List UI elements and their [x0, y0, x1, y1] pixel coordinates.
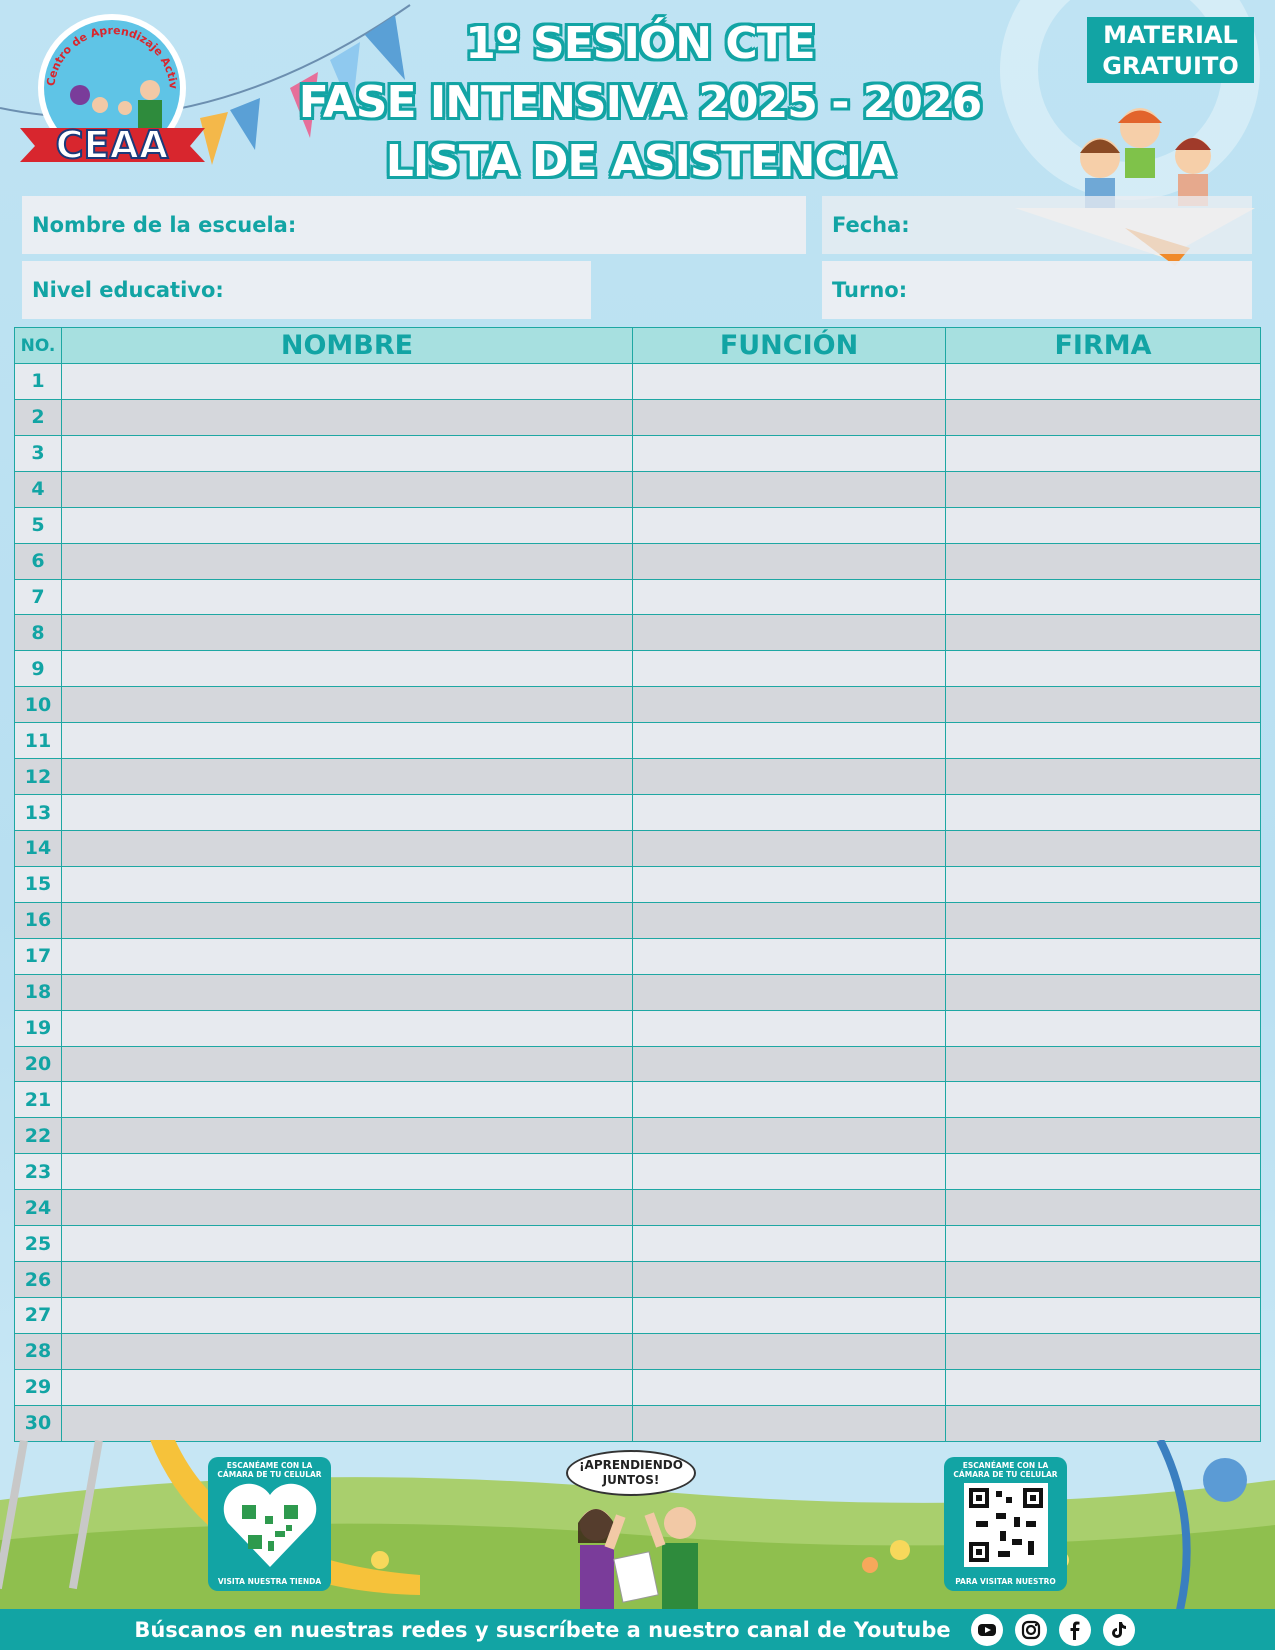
signature-cell[interactable] [946, 364, 1261, 400]
role-cell[interactable] [633, 651, 946, 687]
role-cell[interactable] [633, 723, 946, 759]
row-number: 3 [15, 435, 62, 471]
store-qr-top-text: ESCANÉAME CON LA CÁMARA DE TU CELULAR [217, 1461, 322, 1479]
row-number: 20 [15, 1046, 62, 1082]
signature-cell[interactable] [946, 435, 1261, 471]
table-row [15, 938, 1261, 974]
role-cell[interactable] [633, 435, 946, 471]
table-header-row [15, 328, 1261, 364]
table-row [15, 435, 1261, 471]
role-cell[interactable] [633, 399, 946, 435]
row-number: 22 [15, 1118, 62, 1154]
table-row [15, 723, 1261, 759]
school-name-field[interactable] [22, 196, 806, 254]
name-cell[interactable] [62, 938, 633, 974]
row-number: 12 [15, 759, 62, 795]
role-cell[interactable] [633, 866, 946, 902]
table-row [15, 1369, 1261, 1405]
logo-text: CEAA [55, 123, 169, 167]
signature-cell[interactable] [946, 1190, 1261, 1226]
row-number: 4 [15, 471, 62, 507]
name-cell[interactable] [62, 1297, 633, 1333]
youtube-qr-top-text: ESCANÉAME CON LA CÁMARA DE TU CELULAR [953, 1461, 1058, 1479]
name-cell[interactable] [62, 543, 633, 579]
education-level-label: Nivel educativo: [32, 278, 224, 302]
row-number: 14 [15, 830, 62, 866]
row-number: 26 [15, 1262, 62, 1298]
signature-cell[interactable] [946, 830, 1261, 866]
education-level-field[interactable] [22, 261, 591, 319]
role-cell[interactable] [633, 1190, 946, 1226]
attendance-table [14, 327, 1261, 1442]
row-number: 30 [15, 1405, 62, 1441]
title-line-2: FASE INTENSIVA 2025 - 2026 [298, 77, 982, 128]
role-cell[interactable] [633, 615, 946, 651]
footer-bar [0, 1609, 1275, 1650]
table-row [15, 1190, 1261, 1226]
role-cell[interactable] [633, 1046, 946, 1082]
signature-cell[interactable] [946, 471, 1261, 507]
store-qr-card[interactable] [208, 1457, 331, 1591]
date-label: Fecha: [832, 213, 910, 237]
role-cell[interactable] [633, 1082, 946, 1118]
table-row [15, 615, 1261, 651]
signature-cell[interactable] [946, 1082, 1261, 1118]
badge-line-1: MATERIAL [1103, 21, 1238, 49]
signature-cell[interactable] [946, 1154, 1261, 1190]
table-row [15, 1154, 1261, 1190]
name-cell[interactable] [62, 1046, 633, 1082]
role-cell[interactable] [633, 507, 946, 543]
signature-cell[interactable] [946, 651, 1261, 687]
row-number: 13 [15, 795, 62, 831]
row-number: 24 [15, 1190, 62, 1226]
heart-qr-icon [220, 1481, 320, 1569]
table-row [15, 1118, 1261, 1154]
row-number: 17 [15, 938, 62, 974]
name-cell[interactable] [62, 507, 633, 543]
name-cell[interactable] [62, 974, 633, 1010]
table-row [15, 1405, 1261, 1441]
table-row [15, 1226, 1261, 1262]
table-row [15, 830, 1261, 866]
signature-cell[interactable] [946, 974, 1261, 1010]
table-row [15, 507, 1261, 543]
table-row [15, 471, 1261, 507]
row-number: 18 [15, 974, 62, 1010]
instagram-icon[interactable] [1015, 1614, 1047, 1646]
role-cell[interactable] [633, 1297, 946, 1333]
table-row [15, 1297, 1261, 1333]
name-cell[interactable] [62, 830, 633, 866]
date-field[interactable] [822, 196, 1252, 254]
signature-cell[interactable] [946, 759, 1261, 795]
table-row [15, 795, 1261, 831]
signature-cell[interactable] [946, 399, 1261, 435]
name-cell[interactable] [62, 435, 633, 471]
signature-cell[interactable] [946, 687, 1261, 723]
row-number: 23 [15, 1154, 62, 1190]
ceaa-logo [20, 10, 205, 175]
table-row [15, 974, 1261, 1010]
role-cell[interactable] [633, 830, 946, 866]
signature-cell[interactable] [946, 866, 1261, 902]
table-row [15, 902, 1261, 938]
role-cell[interactable] [633, 687, 946, 723]
signature-cell[interactable] [946, 1369, 1261, 1405]
school-name-label: Nombre de la escuela: [32, 213, 297, 237]
header-number: NO. [15, 328, 62, 364]
table-row [15, 1082, 1261, 1118]
role-cell[interactable] [633, 1262, 946, 1298]
tiktok-icon[interactable] [1103, 1614, 1135, 1646]
speech-bubble: ¡APRENDIENDO JUNTOS! [566, 1450, 696, 1496]
role-cell[interactable] [633, 471, 946, 507]
name-cell[interactable] [62, 1082, 633, 1118]
title-line-1: 1º SESIÓN CTE [465, 18, 815, 69]
signature-cell[interactable] [946, 1226, 1261, 1262]
table-row [15, 364, 1261, 400]
name-cell[interactable] [62, 1333, 633, 1369]
name-cell[interactable] [62, 1118, 633, 1154]
header-name: NOMBRE [62, 328, 633, 364]
shift-label: Turno: [832, 278, 908, 302]
role-cell[interactable] [633, 1226, 946, 1262]
table-row [15, 399, 1261, 435]
name-cell[interactable] [62, 579, 633, 615]
row-number: 11 [15, 723, 62, 759]
signature-cell[interactable] [946, 1010, 1261, 1046]
footer-text: Búscanos en nuestras redes y suscríbete a nuestro canal de Youtube [134, 1617, 951, 1642]
logo-arc-text: Centro de Aprendizaje Activ [44, 23, 180, 90]
table-row [15, 543, 1261, 579]
signature-cell[interactable] [946, 723, 1261, 759]
youtube-icon[interactable] [971, 1614, 1003, 1646]
role-cell[interactable] [633, 579, 946, 615]
table-row [15, 759, 1261, 795]
signature-cell[interactable] [946, 1297, 1261, 1333]
table-row [15, 1262, 1261, 1298]
row-number: 21 [15, 1082, 62, 1118]
page-title [250, 14, 1030, 191]
name-cell[interactable] [62, 1262, 633, 1298]
name-cell[interactable] [62, 471, 633, 507]
signature-cell[interactable] [946, 615, 1261, 651]
role-cell[interactable] [633, 938, 946, 974]
signature-cell[interactable] [946, 1405, 1261, 1441]
name-cell[interactable] [62, 615, 633, 651]
name-cell[interactable] [62, 1154, 633, 1190]
qr-code-icon [956, 1481, 1056, 1569]
role-cell[interactable] [633, 543, 946, 579]
role-cell[interactable] [633, 795, 946, 831]
signature-cell[interactable] [946, 938, 1261, 974]
table-row [15, 1046, 1261, 1082]
youtube-qr-card[interactable] [944, 1457, 1067, 1591]
row-number: 19 [15, 1010, 62, 1046]
name-cell[interactable] [62, 866, 633, 902]
signature-cell[interactable] [946, 543, 1261, 579]
name-cell[interactable] [62, 723, 633, 759]
row-number: 8 [15, 615, 62, 651]
signature-cell[interactable] [946, 579, 1261, 615]
role-cell[interactable] [633, 974, 946, 1010]
teachers-high-five-illustration [560, 1495, 720, 1609]
role-cell[interactable] [633, 1369, 946, 1405]
role-cell[interactable] [633, 902, 946, 938]
title-line-3: LISTA DE ASISTENCIA [385, 136, 895, 187]
row-number: 6 [15, 543, 62, 579]
row-number: 15 [15, 866, 62, 902]
signature-cell[interactable] [946, 902, 1261, 938]
facebook-icon[interactable] [1059, 1614, 1091, 1646]
youtube-qr-bottom-text: PARA VISITAR NUESTRO [955, 1577, 1056, 1586]
row-number: 28 [15, 1333, 62, 1369]
role-cell[interactable] [633, 1010, 946, 1046]
row-number: 16 [15, 902, 62, 938]
role-cell[interactable] [633, 1118, 946, 1154]
signature-cell[interactable] [946, 1118, 1261, 1154]
row-number: 5 [15, 507, 62, 543]
table-row [15, 1010, 1261, 1046]
role-cell[interactable] [633, 364, 946, 400]
free-material-badge [1087, 17, 1254, 83]
row-number: 25 [15, 1226, 62, 1262]
role-cell[interactable] [633, 1405, 946, 1441]
badge-line-2: GRATUITO [1102, 52, 1239, 80]
table-row [15, 1333, 1261, 1369]
name-cell[interactable] [62, 687, 633, 723]
header-role: FUNCIÓN [633, 328, 946, 364]
table-row [15, 651, 1261, 687]
name-cell[interactable] [62, 651, 633, 687]
row-number: 27 [15, 1297, 62, 1333]
name-cell[interactable] [62, 902, 633, 938]
table-row [15, 579, 1261, 615]
row-number: 7 [15, 579, 62, 615]
table-row [15, 866, 1261, 902]
row-number: 2 [15, 399, 62, 435]
role-cell[interactable] [633, 1333, 946, 1369]
row-number: 10 [15, 687, 62, 723]
table-row [15, 687, 1261, 723]
role-cell[interactable] [633, 759, 946, 795]
shift-field[interactable] [822, 261, 1252, 319]
signature-cell[interactable] [946, 795, 1261, 831]
signature-cell[interactable] [946, 1262, 1261, 1298]
header-signature: FIRMA [946, 328, 1261, 364]
name-cell[interactable] [62, 759, 633, 795]
name-cell[interactable] [62, 1010, 633, 1046]
name-cell[interactable] [62, 1226, 633, 1262]
row-number: 29 [15, 1369, 62, 1405]
name-cell[interactable] [62, 795, 633, 831]
name-cell[interactable] [62, 1369, 633, 1405]
name-cell[interactable] [62, 399, 633, 435]
signature-cell[interactable] [946, 507, 1261, 543]
row-number: 9 [15, 651, 62, 687]
name-cell[interactable] [62, 364, 633, 400]
role-cell[interactable] [633, 1154, 946, 1190]
name-cell[interactable] [62, 1405, 633, 1441]
signature-cell[interactable] [946, 1046, 1261, 1082]
signature-cell[interactable] [946, 1333, 1261, 1369]
store-qr-bottom-text: VISITA NUESTRA TIENDA [217, 1577, 322, 1586]
name-cell[interactable] [62, 1190, 633, 1226]
row-number: 1 [15, 364, 62, 400]
